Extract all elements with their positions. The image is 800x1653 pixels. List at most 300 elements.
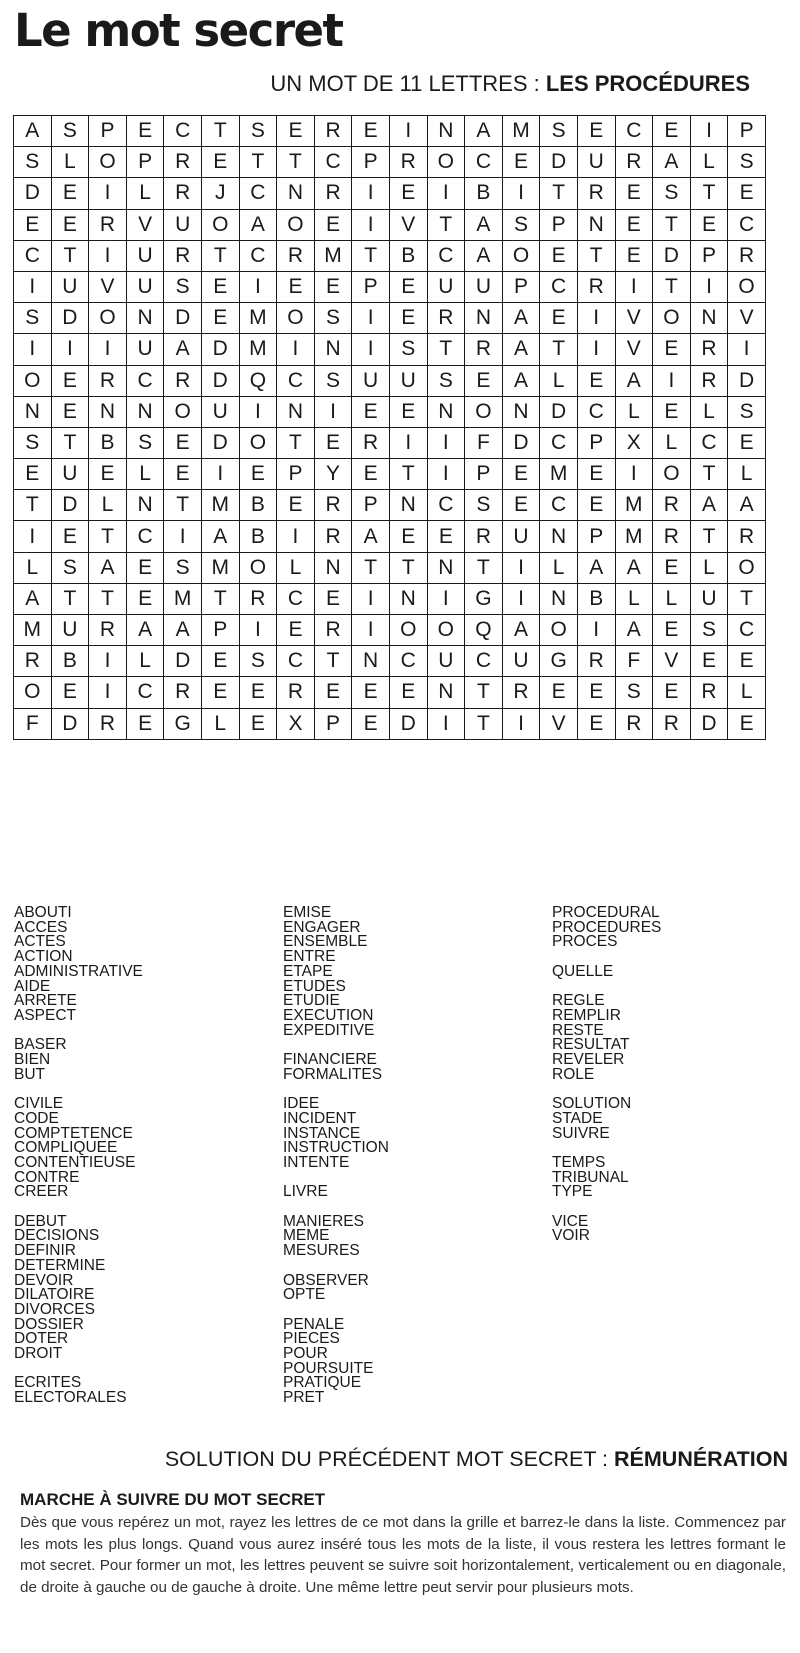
grid-cell[interactable]: T bbox=[352, 552, 390, 583]
grid-cell[interactable]: T bbox=[352, 240, 390, 271]
grid-cell[interactable]: T bbox=[690, 521, 728, 552]
grid-cell[interactable]: E bbox=[389, 178, 427, 209]
grid-cell[interactable]: I bbox=[14, 334, 52, 365]
grid-cell[interactable]: R bbox=[690, 334, 728, 365]
grid-cell[interactable]: E bbox=[352, 708, 390, 739]
grid-cell[interactable]: S bbox=[51, 116, 89, 147]
grid-cell[interactable]: E bbox=[126, 708, 164, 739]
word-list-item[interactable]: CONTRE bbox=[14, 1168, 80, 1186]
word-list-item[interactable]: ENGAGER bbox=[283, 918, 361, 936]
grid-cell[interactable]: E bbox=[502, 147, 540, 178]
word-list-item[interactable]: ADMINISTRATIVE bbox=[14, 962, 143, 980]
grid-cell[interactable]: E bbox=[502, 459, 540, 490]
grid-cell[interactable]: T bbox=[51, 427, 89, 458]
word-list-item[interactable]: POURSUITE bbox=[283, 1359, 374, 1377]
grid-cell[interactable]: C bbox=[314, 147, 352, 178]
grid-cell[interactable]: I bbox=[728, 334, 766, 365]
grid-cell[interactable]: E bbox=[51, 521, 89, 552]
grid-cell[interactable]: V bbox=[89, 271, 127, 302]
grid-cell[interactable]: S bbox=[164, 271, 202, 302]
word-list-item[interactable]: POUR bbox=[283, 1345, 328, 1362]
word-list-item[interactable]: BIEN bbox=[14, 1051, 51, 1069]
word-list-item[interactable]: INCIDENT bbox=[283, 1109, 357, 1127]
grid-cell[interactable]: E bbox=[352, 116, 390, 147]
grid-cell[interactable]: T bbox=[201, 583, 239, 614]
grid-cell[interactable]: S bbox=[540, 116, 578, 147]
grid-cell[interactable]: E bbox=[51, 396, 89, 427]
grid-cell[interactable]: L bbox=[653, 583, 691, 614]
grid-cell[interactable]: R bbox=[314, 490, 352, 521]
grid-cell[interactable]: N bbox=[126, 490, 164, 521]
word-list-item[interactable]: ECRITES bbox=[14, 1374, 82, 1392]
grid-cell[interactable]: I bbox=[352, 209, 390, 240]
word-list-item[interactable]: ACTES bbox=[14, 933, 66, 951]
grid-cell[interactable]: O bbox=[465, 396, 503, 427]
grid-cell[interactable]: U bbox=[389, 365, 427, 396]
word-list-item[interactable]: QUELLE bbox=[552, 962, 614, 980]
grid-cell[interactable]: E bbox=[239, 677, 277, 708]
grid-cell[interactable]: O bbox=[540, 615, 578, 646]
grid-cell[interactable]: L bbox=[277, 552, 315, 583]
word-list-item[interactable]: VOIR bbox=[552, 1227, 590, 1245]
grid-cell[interactable]: D bbox=[690, 708, 728, 739]
grid-cell[interactable]: F bbox=[14, 708, 52, 739]
grid-cell[interactable]: N bbox=[126, 396, 164, 427]
word-list-item[interactable]: FORMALITES bbox=[283, 1065, 383, 1083]
grid-cell[interactable]: S bbox=[502, 209, 540, 240]
word-list-item[interactable]: DETERMINE bbox=[14, 1256, 106, 1274]
grid-cell[interactable]: O bbox=[239, 427, 277, 458]
grid-cell[interactable]: N bbox=[14, 396, 52, 427]
grid-cell[interactable]: U bbox=[577, 147, 615, 178]
grid-cell[interactable]: B bbox=[239, 521, 277, 552]
grid-cell[interactable]: A bbox=[14, 116, 52, 147]
grid-cell[interactable]: C bbox=[164, 116, 202, 147]
grid-cell[interactable]: C bbox=[277, 365, 315, 396]
grid-cell[interactable]: T bbox=[465, 552, 503, 583]
grid-cell[interactable]: T bbox=[577, 240, 615, 271]
word-list-item[interactable]: CONTENTIEUSE bbox=[14, 1153, 136, 1171]
grid-cell[interactable]: P bbox=[314, 708, 352, 739]
grid-cell[interactable]: L bbox=[690, 147, 728, 178]
grid-cell[interactable]: L bbox=[126, 646, 164, 677]
grid-cell[interactable]: F bbox=[615, 646, 653, 677]
grid-cell[interactable]: C bbox=[465, 646, 503, 677]
grid-cell[interactable]: G bbox=[164, 708, 202, 739]
grid-cell[interactable]: D bbox=[201, 365, 239, 396]
word-list-item[interactable]: LIVRE bbox=[283, 1183, 328, 1201]
grid-cell[interactable]: E bbox=[653, 334, 691, 365]
grid-cell[interactable]: V bbox=[389, 209, 427, 240]
grid-cell[interactable]: U bbox=[427, 271, 465, 302]
word-list-item[interactable]: DOTER bbox=[14, 1330, 69, 1348]
grid-cell[interactable]: S bbox=[615, 677, 653, 708]
grid-cell[interactable]: S bbox=[690, 615, 728, 646]
grid-cell[interactable]: E bbox=[577, 708, 615, 739]
grid-cell[interactable]: A bbox=[502, 334, 540, 365]
word-list-item[interactable]: ACTION bbox=[14, 948, 73, 966]
grid-cell[interactable]: A bbox=[728, 490, 766, 521]
word-list-item[interactable]: PROCEDURES bbox=[552, 918, 662, 936]
grid-cell[interactable]: E bbox=[352, 677, 390, 708]
word-list-item[interactable]: DROIT bbox=[14, 1345, 63, 1363]
grid-cell[interactable]: N bbox=[690, 303, 728, 334]
grid-cell[interactable]: L bbox=[615, 396, 653, 427]
grid-cell[interactable]: S bbox=[314, 365, 352, 396]
grid-cell[interactable]: N bbox=[427, 552, 465, 583]
word-list-item[interactable]: OBSERVER bbox=[283, 1271, 369, 1289]
grid-cell[interactable]: P bbox=[502, 271, 540, 302]
grid-cell[interactable]: S bbox=[239, 646, 277, 677]
grid-cell[interactable]: O bbox=[653, 459, 691, 490]
word-list-item[interactable]: ETUDIE bbox=[283, 992, 340, 1010]
grid-cell[interactable]: E bbox=[239, 708, 277, 739]
grid-cell[interactable]: R bbox=[577, 646, 615, 677]
grid-cell[interactable]: M bbox=[502, 116, 540, 147]
grid-cell[interactable]: L bbox=[653, 427, 691, 458]
grid-cell[interactable]: S bbox=[389, 334, 427, 365]
grid-cell[interactable]: C bbox=[277, 646, 315, 677]
grid-cell[interactable]: S bbox=[14, 427, 52, 458]
grid-cell[interactable]: Q bbox=[239, 365, 277, 396]
grid-cell[interactable]: P bbox=[126, 147, 164, 178]
grid-cell[interactable]: O bbox=[201, 209, 239, 240]
grid-cell[interactable]: N bbox=[277, 396, 315, 427]
grid-cell[interactable]: L bbox=[690, 396, 728, 427]
grid-cell[interactable]: I bbox=[653, 365, 691, 396]
grid-cell[interactable]: A bbox=[14, 583, 52, 614]
grid-cell[interactable]: R bbox=[164, 677, 202, 708]
word-list-item[interactable]: COMPTETENCE bbox=[14, 1124, 133, 1142]
grid-cell[interactable]: C bbox=[126, 521, 164, 552]
grid-cell[interactable]: L bbox=[126, 178, 164, 209]
grid-cell[interactable]: E bbox=[653, 116, 691, 147]
grid-cell[interactable]: A bbox=[502, 303, 540, 334]
word-list-item[interactable]: DOSSIER bbox=[14, 1315, 84, 1333]
word-list-item[interactable]: EXPEDITIVE bbox=[283, 1021, 375, 1039]
grid-cell[interactable]: R bbox=[615, 147, 653, 178]
grid-cell[interactable]: D bbox=[14, 178, 52, 209]
grid-cell[interactable]: B bbox=[465, 178, 503, 209]
grid-cell[interactable]: O bbox=[728, 271, 766, 302]
grid-cell[interactable]: I bbox=[89, 178, 127, 209]
grid-cell[interactable]: V bbox=[540, 708, 578, 739]
grid-cell[interactable]: E bbox=[615, 209, 653, 240]
grid-cell[interactable]: D bbox=[502, 427, 540, 458]
grid-cell[interactable]: R bbox=[728, 240, 766, 271]
word-list-item[interactable]: RESTE bbox=[552, 1021, 604, 1039]
grid-cell[interactable]: O bbox=[14, 677, 52, 708]
grid-cell[interactable]: I bbox=[314, 396, 352, 427]
grid-cell[interactable]: E bbox=[653, 396, 691, 427]
grid-cell[interactable]: C bbox=[465, 147, 503, 178]
grid-cell[interactable]: E bbox=[277, 271, 315, 302]
word-list-item[interactable]: BASER bbox=[14, 1036, 67, 1054]
grid-cell[interactable]: R bbox=[314, 178, 352, 209]
grid-cell[interactable]: B bbox=[389, 240, 427, 271]
grid-cell[interactable]: M bbox=[540, 459, 578, 490]
grid-cell[interactable]: D bbox=[164, 303, 202, 334]
grid-cell[interactable]: O bbox=[427, 615, 465, 646]
word-list-item[interactable]: BUT bbox=[14, 1065, 45, 1083]
grid-cell[interactable]: N bbox=[314, 334, 352, 365]
grid-cell[interactable]: O bbox=[728, 552, 766, 583]
grid-cell[interactable]: I bbox=[277, 334, 315, 365]
grid-cell[interactable]: Q bbox=[465, 615, 503, 646]
grid-cell[interactable]: R bbox=[89, 209, 127, 240]
word-list-item[interactable]: ETUDES bbox=[283, 977, 346, 995]
grid-cell[interactable]: E bbox=[89, 459, 127, 490]
word-list-item[interactable]: STADE bbox=[552, 1109, 603, 1127]
grid-cell[interactable]: V bbox=[126, 209, 164, 240]
grid-cell[interactable]: I bbox=[239, 271, 277, 302]
grid-cell[interactable]: C bbox=[239, 178, 277, 209]
grid-cell[interactable]: O bbox=[502, 240, 540, 271]
grid-cell[interactable]: O bbox=[277, 303, 315, 334]
grid-cell[interactable]: E bbox=[389, 521, 427, 552]
grid-cell[interactable]: G bbox=[465, 583, 503, 614]
grid-cell[interactable]: O bbox=[89, 303, 127, 334]
grid-cell[interactable]: R bbox=[314, 615, 352, 646]
grid-cell[interactable]: C bbox=[126, 365, 164, 396]
word-list-item[interactable]: CODE bbox=[14, 1109, 59, 1127]
grid-cell[interactable]: F bbox=[465, 427, 503, 458]
word-list-item[interactable]: EMISE bbox=[283, 904, 332, 921]
grid-cell[interactable]: E bbox=[277, 615, 315, 646]
grid-cell[interactable]: U bbox=[51, 459, 89, 490]
grid-cell[interactable]: I bbox=[502, 552, 540, 583]
grid-cell[interactable]: T bbox=[653, 271, 691, 302]
grid-cell[interactable]: P bbox=[577, 427, 615, 458]
grid-cell[interactable]: R bbox=[89, 708, 127, 739]
word-list-item[interactable]: ETAPE bbox=[283, 962, 333, 980]
grid-cell[interactable]: E bbox=[201, 271, 239, 302]
grid-cell[interactable]: T bbox=[277, 427, 315, 458]
grid-cell[interactable]: P bbox=[352, 271, 390, 302]
grid-cell[interactable]: E bbox=[201, 646, 239, 677]
grid-cell[interactable]: C bbox=[14, 240, 52, 271]
word-list-item[interactable]: ARRETE bbox=[14, 992, 77, 1010]
grid-cell[interactable]: V bbox=[615, 334, 653, 365]
grid-cell[interactable]: R bbox=[164, 147, 202, 178]
grid-cell[interactable]: C bbox=[389, 646, 427, 677]
grid-cell[interactable]: B bbox=[51, 646, 89, 677]
word-list-item[interactable]: INSTRUCTION bbox=[283, 1139, 389, 1157]
grid-cell[interactable]: T bbox=[427, 334, 465, 365]
grid-cell[interactable]: S bbox=[14, 147, 52, 178]
grid-cell[interactable]: C bbox=[540, 271, 578, 302]
word-list-item[interactable]: DECISIONS bbox=[14, 1227, 100, 1245]
grid-cell[interactable]: I bbox=[577, 615, 615, 646]
grid-cell[interactable]: C bbox=[728, 615, 766, 646]
grid-cell[interactable]: N bbox=[427, 677, 465, 708]
grid-cell[interactable]: E bbox=[615, 240, 653, 271]
grid-cell[interactable]: D bbox=[728, 365, 766, 396]
grid-cell[interactable]: O bbox=[389, 615, 427, 646]
grid-cell[interactable]: N bbox=[389, 490, 427, 521]
grid-cell[interactable]: T bbox=[314, 646, 352, 677]
grid-cell[interactable]: S bbox=[14, 303, 52, 334]
grid-cell[interactable]: R bbox=[427, 303, 465, 334]
grid-cell[interactable]: P bbox=[577, 521, 615, 552]
grid-cell[interactable]: T bbox=[653, 209, 691, 240]
grid-cell[interactable]: T bbox=[201, 116, 239, 147]
grid-cell[interactable]: I bbox=[14, 521, 52, 552]
grid-cell[interactable]: I bbox=[277, 521, 315, 552]
grid-cell[interactable]: U bbox=[690, 583, 728, 614]
grid-cell[interactable]: S bbox=[465, 490, 503, 521]
grid-cell[interactable]: P bbox=[540, 209, 578, 240]
grid-cell[interactable]: R bbox=[164, 240, 202, 271]
grid-cell[interactable]: A bbox=[615, 615, 653, 646]
word-list-item[interactable]: MESURES bbox=[283, 1242, 360, 1260]
word-list-item[interactable]: CIVILE bbox=[14, 1095, 64, 1113]
grid-cell[interactable]: E bbox=[277, 116, 315, 147]
grid-cell[interactable]: E bbox=[126, 116, 164, 147]
grid-cell[interactable]: C bbox=[540, 490, 578, 521]
grid-cell[interactable]: G bbox=[540, 646, 578, 677]
grid-cell[interactable]: E bbox=[126, 583, 164, 614]
grid-cell[interactable]: T bbox=[89, 583, 127, 614]
grid-cell[interactable]: I bbox=[89, 677, 127, 708]
grid-cell[interactable]: N bbox=[465, 303, 503, 334]
grid-cell[interactable]: E bbox=[690, 646, 728, 677]
grid-cell[interactable]: I bbox=[427, 178, 465, 209]
grid-cell[interactable]: E bbox=[465, 365, 503, 396]
grid-cell[interactable]: E bbox=[389, 677, 427, 708]
word-list-item[interactable]: PRATIQUE bbox=[283, 1374, 362, 1392]
grid-cell[interactable]: D bbox=[51, 303, 89, 334]
grid-cell[interactable]: P bbox=[277, 459, 315, 490]
grid-cell[interactable]: U bbox=[502, 521, 540, 552]
grid-cell[interactable]: M bbox=[615, 521, 653, 552]
grid-cell[interactable]: E bbox=[314, 427, 352, 458]
grid-cell[interactable]: L bbox=[615, 583, 653, 614]
grid-cell[interactable]: S bbox=[653, 178, 691, 209]
grid-cell[interactable]: L bbox=[728, 459, 766, 490]
grid-cell[interactable]: R bbox=[577, 178, 615, 209]
grid-cell[interactable]: E bbox=[728, 708, 766, 739]
grid-cell[interactable]: T bbox=[239, 147, 277, 178]
grid-cell[interactable]: S bbox=[126, 427, 164, 458]
grid-cell[interactable]: T bbox=[690, 178, 728, 209]
grid-cell[interactable]: A bbox=[465, 240, 503, 271]
grid-cell[interactable]: I bbox=[615, 459, 653, 490]
grid-cell[interactable]: P bbox=[352, 147, 390, 178]
grid-cell[interactable]: I bbox=[690, 271, 728, 302]
grid-cell[interactable]: E bbox=[51, 365, 89, 396]
grid-cell[interactable]: R bbox=[577, 271, 615, 302]
grid-cell[interactable]: E bbox=[427, 521, 465, 552]
grid-cell[interactable]: L bbox=[728, 677, 766, 708]
grid-cell[interactable]: I bbox=[502, 708, 540, 739]
grid-cell[interactable]: M bbox=[239, 334, 277, 365]
grid-cell[interactable]: L bbox=[690, 552, 728, 583]
word-list-item[interactable]: PROCES bbox=[552, 933, 618, 951]
word-list-item[interactable]: INTENTE bbox=[283, 1153, 350, 1171]
word-list-item[interactable]: REVELER bbox=[552, 1051, 625, 1068]
grid-cell[interactable]: U bbox=[126, 240, 164, 271]
grid-cell[interactable]: E bbox=[389, 396, 427, 427]
grid-cell[interactable]: E bbox=[728, 427, 766, 458]
word-list-item[interactable]: PRET bbox=[283, 1389, 325, 1407]
grid-cell[interactable]: O bbox=[653, 303, 691, 334]
grid-cell[interactable]: U bbox=[465, 271, 503, 302]
grid-cell[interactable]: A bbox=[577, 552, 615, 583]
grid-cell[interactable]: E bbox=[352, 396, 390, 427]
grid-cell[interactable]: N bbox=[277, 178, 315, 209]
grid-cell[interactable]: T bbox=[540, 178, 578, 209]
grid-cell[interactable]: E bbox=[728, 646, 766, 677]
word-list-item[interactable]: DIVORCES bbox=[14, 1300, 95, 1318]
grid-cell[interactable]: C bbox=[427, 490, 465, 521]
grid-cell[interactable]: E bbox=[51, 209, 89, 240]
grid-cell[interactable]: C bbox=[239, 240, 277, 271]
grid-cell[interactable]: E bbox=[126, 552, 164, 583]
grid-cell[interactable]: E bbox=[201, 147, 239, 178]
grid-cell[interactable]: I bbox=[427, 708, 465, 739]
grid-cell[interactable]: C bbox=[427, 240, 465, 271]
word-list-item[interactable]: DEBUT bbox=[14, 1212, 67, 1230]
grid-cell[interactable]: S bbox=[239, 116, 277, 147]
grid-cell[interactable]: T bbox=[51, 240, 89, 271]
grid-cell[interactable]: I bbox=[352, 334, 390, 365]
grid-cell[interactable]: E bbox=[201, 677, 239, 708]
grid-cell[interactable]: E bbox=[164, 427, 202, 458]
grid-cell[interactable]: R bbox=[239, 583, 277, 614]
grid-cell[interactable]: U bbox=[51, 615, 89, 646]
grid-cell[interactable]: R bbox=[465, 334, 503, 365]
grid-cell[interactable]: C bbox=[277, 583, 315, 614]
grid-cell[interactable]: T bbox=[389, 552, 427, 583]
grid-cell[interactable]: R bbox=[352, 427, 390, 458]
word-list-item[interactable]: EXECUTION bbox=[283, 1006, 374, 1024]
grid-cell[interactable]: E bbox=[540, 240, 578, 271]
grid-cell[interactable]: U bbox=[126, 334, 164, 365]
word-list-item[interactable]: ENTRE bbox=[283, 948, 336, 966]
grid-cell[interactable]: E bbox=[615, 178, 653, 209]
grid-cell[interactable]: C bbox=[126, 677, 164, 708]
grid-cell[interactable]: U bbox=[502, 646, 540, 677]
grid-cell[interactable]: R bbox=[615, 708, 653, 739]
grid-cell[interactable]: L bbox=[540, 552, 578, 583]
grid-cell[interactable]: T bbox=[389, 459, 427, 490]
grid-cell[interactable]: E bbox=[502, 490, 540, 521]
word-list-item[interactable]: ENSEMBLE bbox=[283, 933, 368, 951]
grid-cell[interactable]: R bbox=[389, 147, 427, 178]
grid-cell[interactable]: L bbox=[201, 708, 239, 739]
grid-cell[interactable]: N bbox=[502, 396, 540, 427]
grid-cell[interactable]: S bbox=[427, 365, 465, 396]
grid-cell[interactable]: A bbox=[201, 521, 239, 552]
grid-cell[interactable]: A bbox=[89, 552, 127, 583]
grid-cell[interactable]: X bbox=[277, 708, 315, 739]
grid-cell[interactable]: E bbox=[14, 459, 52, 490]
grid-cell[interactable]: I bbox=[427, 427, 465, 458]
grid-cell[interactable]: S bbox=[314, 303, 352, 334]
grid-cell[interactable]: A bbox=[465, 209, 503, 240]
grid-cell[interactable]: A bbox=[690, 490, 728, 521]
grid-cell[interactable]: D bbox=[51, 490, 89, 521]
grid-cell[interactable]: O bbox=[239, 552, 277, 583]
grid-cell[interactable]: I bbox=[164, 521, 202, 552]
grid-cell[interactable]: C bbox=[577, 396, 615, 427]
grid-cell[interactable]: I bbox=[352, 303, 390, 334]
word-list-item[interactable]: ABOUTI bbox=[14, 904, 72, 921]
word-list-item[interactable]: DEFINIR bbox=[14, 1242, 76, 1260]
grid-cell[interactable]: E bbox=[51, 677, 89, 708]
grid-cell[interactable]: T bbox=[51, 583, 89, 614]
